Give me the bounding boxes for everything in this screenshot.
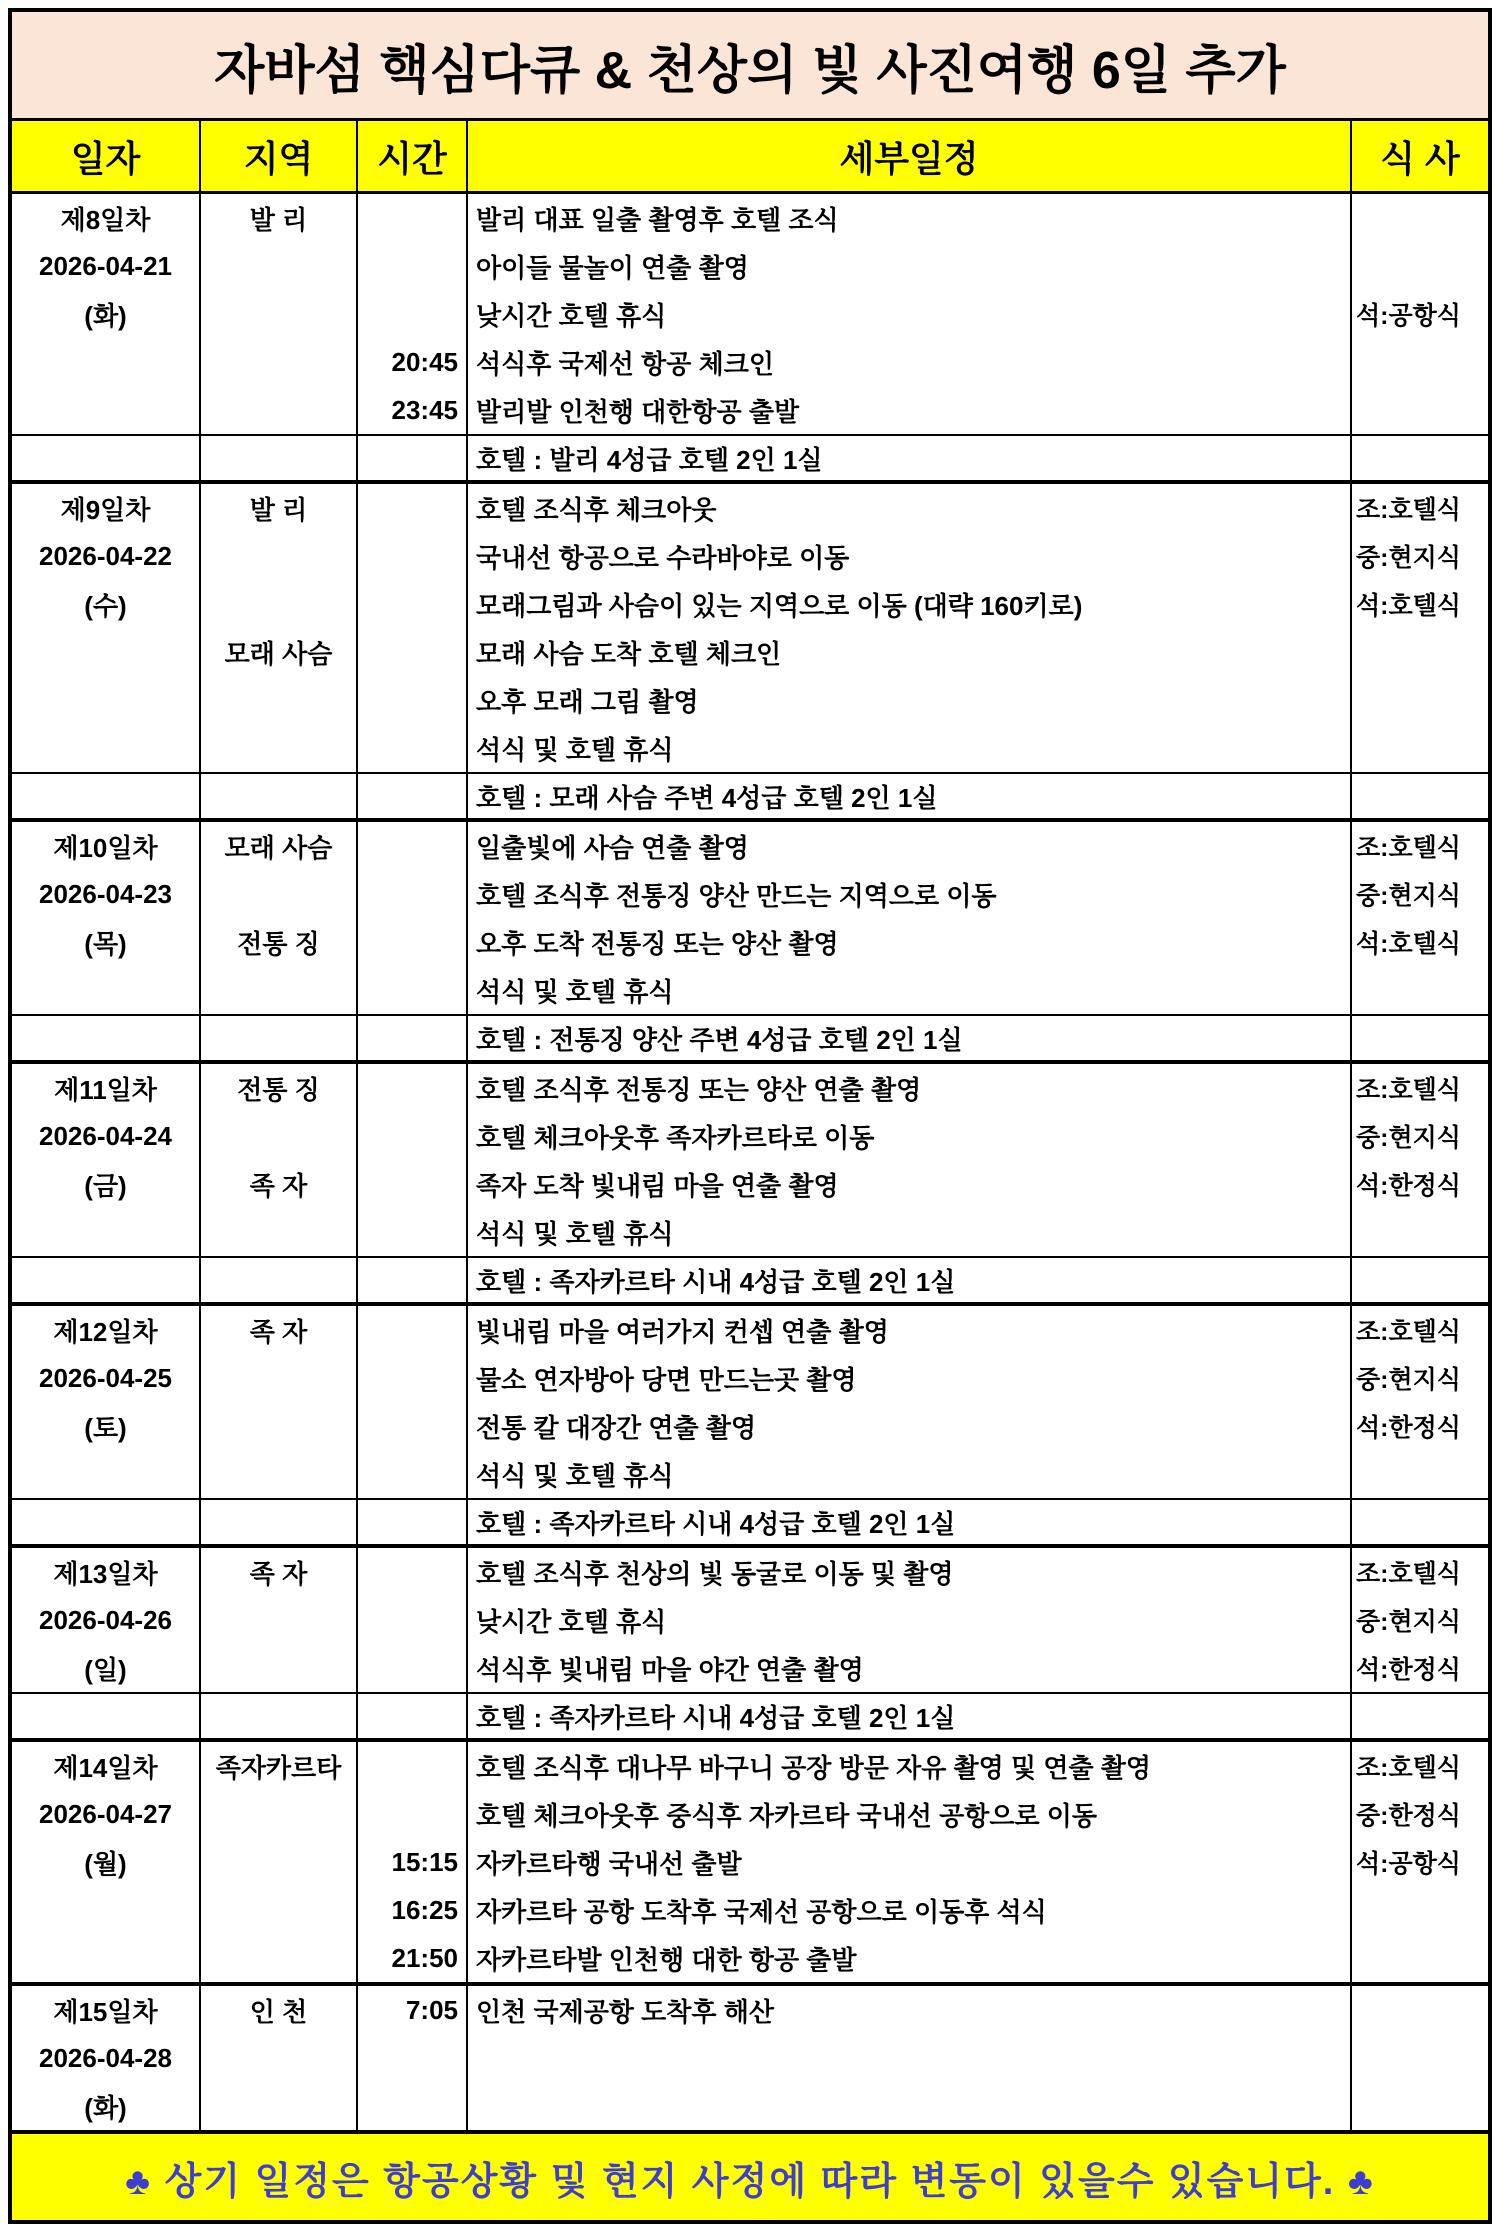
day-main-row (12, 822, 1488, 1014)
meal-line: 중:현지식 (1356, 1366, 1461, 1394)
region-line (201, 2034, 356, 2082)
meal-line: 중:한정식 (1356, 1802, 1461, 1830)
region-line: 족 자 (249, 1170, 308, 1201)
day-weekday: (화) (84, 300, 127, 331)
schedule-line: 호텔 조식후 전통징 양산 만드는 지역으로 이동 (476, 880, 997, 911)
region-line (201, 1402, 356, 1450)
meal-line: 석:한정식 (1356, 1414, 1461, 1442)
meal-cell (1352, 822, 1488, 1014)
time-line (358, 676, 466, 724)
day-block (12, 1742, 1488, 1986)
date-cell (12, 1548, 201, 1692)
schedule-line: 석식 및 호텔 휴식 (476, 1218, 674, 1249)
hotel-time-cell (358, 1258, 468, 1302)
schedule-line: 자카르타행 국내선 출발 (476, 1848, 742, 1879)
day-main-row (12, 1986, 1488, 2130)
hotel-date-cell (12, 1016, 201, 1060)
hotel-row (12, 1014, 1488, 1060)
time-line: 15:15 (391, 1846, 458, 1877)
region-line (201, 290, 356, 338)
hotel-date-cell (12, 1694, 201, 1738)
meal-line: 석:공항식 (1356, 1850, 1461, 1878)
hotel-date-cell (12, 1258, 201, 1302)
day-block (12, 822, 1488, 1064)
region-line: 전통 징 (237, 928, 320, 959)
meal-line (1352, 1208, 1488, 1256)
schedule-cell (468, 1548, 1352, 1692)
day-date: 2026-04-22 (39, 540, 172, 571)
hotel-time-cell (358, 436, 468, 480)
hotel-region-cell (201, 774, 358, 818)
hotel-time-cell (358, 1694, 468, 1738)
meal-line: 석:한정식 (1356, 1656, 1461, 1684)
region-line (201, 1112, 356, 1160)
region-line (201, 580, 356, 628)
region-line (201, 532, 356, 580)
schedule-line: 일출빛에 사슴 연출 촬영 (476, 832, 749, 863)
schedule-cell (468, 1064, 1352, 1256)
region-line (201, 1450, 356, 1498)
schedule-line: 석식후 국제선 항공 체크인 (476, 348, 774, 379)
meal-line: 석:호텔식 (1356, 592, 1461, 620)
time-line: 16:25 (391, 1894, 458, 1925)
day-main-row (12, 1306, 1488, 1498)
hotel-region-cell (201, 1694, 358, 1738)
day-date: 2026-04-24 (39, 1120, 172, 1151)
region-line: 족자카르타 (215, 1752, 342, 1783)
meal-line (1352, 1986, 1488, 2034)
day-main-row (12, 484, 1488, 772)
region-cell (201, 1548, 358, 1692)
day-block (12, 1986, 1488, 2130)
hotel-region-cell (201, 1500, 358, 1544)
time-line (358, 580, 466, 628)
time-line (358, 1548, 466, 1596)
region-line (201, 870, 356, 918)
schedule-cell (468, 484, 1352, 772)
region-line (201, 1790, 356, 1838)
region-line: 전통 징 (237, 1074, 320, 1105)
hotel-text: 호텔 : 전통징 양산 주변 4성급 호텔 2인 1실 (468, 1016, 1352, 1060)
day-date: 2026-04-21 (39, 250, 172, 281)
meal-cell (1352, 484, 1488, 772)
meal-line: 조:호텔식 (1356, 1560, 1461, 1588)
hotel-time-cell (358, 1500, 468, 1544)
region-line (201, 676, 356, 724)
footer-note-text: ♣ 상기 일정은 항공상황 및 현지 사정에 따라 변동이 있을수 있습니다. ♣ (125, 2160, 1375, 2203)
region-line (201, 1208, 356, 1256)
page-title: 자바섬 핵심다큐 & 천상의 빛 사진여행 6일 추가 (12, 12, 1488, 121)
region-cell (201, 1306, 358, 1498)
day-date: 2026-04-28 (39, 2042, 172, 2073)
date-cell (12, 1986, 201, 2130)
region-cell (201, 822, 358, 1014)
schedule-line: 발리발 인천행 대한항공 출발 (476, 396, 800, 427)
region-line (201, 386, 356, 434)
region-cell (201, 1986, 358, 2130)
schedule-line: 낮시간 호텔 휴식 (476, 1606, 667, 1637)
date-cell (12, 1064, 201, 1256)
time-line (358, 2034, 466, 2082)
schedule-line: 석식 및 호텔 휴식 (476, 1460, 674, 1491)
time-cell (358, 1064, 468, 1256)
schedule-line: 호텔 체크아웃후 족자카르타로 이동 (476, 1122, 875, 1153)
date-cell (12, 822, 201, 1014)
hotel-row (12, 1498, 1488, 1544)
schedule-days (12, 194, 1488, 2130)
schedule-line: 호텔 조식후 체크아웃 (476, 494, 717, 525)
hotel-date-cell (12, 1500, 201, 1544)
day-date: 2026-04-25 (39, 1362, 172, 1393)
meal-line: 중:현지식 (1356, 1124, 1461, 1152)
hotel-region-cell (201, 1016, 358, 1060)
day-date: 2026-04-23 (39, 878, 172, 909)
schedule-cell (468, 822, 1352, 1014)
time-line (358, 1112, 466, 1160)
time-line (358, 1596, 466, 1644)
day-number: 제10일차 (53, 832, 158, 863)
region-line (201, 2082, 356, 2130)
schedule-line: 오후 도착 전통징 또는 양산 촬영 (476, 928, 839, 959)
header-time: 시간 (358, 121, 468, 191)
time-line (358, 2082, 466, 2130)
time-cell (358, 1986, 468, 2130)
schedule-line: 석식 및 호텔 휴식 (476, 734, 674, 765)
day-weekday: (화) (84, 2092, 127, 2123)
day-number: 제13일차 (53, 1558, 158, 1589)
day-number: 제12일차 (53, 1316, 158, 1347)
time-line (358, 870, 466, 918)
time-line (358, 290, 466, 338)
meal-cell (1352, 1064, 1488, 1256)
time-line (358, 966, 466, 1014)
time-cell (358, 1306, 468, 1498)
date-cell (12, 1306, 201, 1498)
time-line (358, 242, 466, 290)
hotel-time-cell (358, 774, 468, 818)
schedule-line: 족자 도착 빛내림 마을 연출 촬영 (476, 1170, 839, 1201)
meal-cell (1352, 1742, 1488, 1982)
time-line (358, 1402, 466, 1450)
date-cell (12, 194, 201, 434)
day-weekday: (목) (84, 928, 127, 959)
schedule-line: 낮시간 호텔 휴식 (476, 300, 667, 331)
region-line: 인 천 (249, 1996, 308, 2027)
day-weekday: (월) (84, 1848, 127, 1879)
schedule-line: 오후 모래 그림 촬영 (476, 686, 699, 717)
meal-line (1352, 966, 1488, 1014)
region-cell (201, 484, 358, 772)
schedule-line: 발리 대표 일출 촬영후 호텔 조식 (476, 204, 839, 235)
time-line: 20:45 (391, 346, 458, 377)
region-line (201, 966, 356, 1014)
day-number: 제8일차 (60, 204, 151, 235)
schedule-line: 아이들 물놀이 연출 촬영 (476, 252, 749, 283)
meal-line (1352, 194, 1488, 242)
time-line (358, 1064, 466, 1112)
day-main-row (12, 1548, 1488, 1692)
footer-note (12, 2130, 1488, 2220)
hotel-row (12, 1692, 1488, 1738)
meal-line (1352, 2082, 1488, 2130)
meal-line: 조:호텔식 (1356, 1318, 1461, 1346)
schedule-line (468, 2082, 1350, 2130)
schedule-line: 석식후 빛내림 마을 야간 연출 촬영 (476, 1654, 864, 1685)
region-line (201, 724, 356, 772)
region-line: 족 자 (249, 1558, 308, 1589)
day-block (12, 1548, 1488, 1742)
itinerary-sheet (8, 8, 1492, 2224)
hotel-row (12, 772, 1488, 818)
region-line (201, 1886, 356, 1934)
day-block (12, 194, 1488, 484)
date-cell (12, 1742, 201, 1982)
region-line (201, 242, 356, 290)
region-line: 발 리 (249, 494, 308, 525)
time-cell (358, 194, 468, 434)
day-block (12, 1064, 1488, 1306)
day-number: 제14일차 (53, 1752, 158, 1783)
time-line (358, 1306, 466, 1354)
region-line (201, 1354, 356, 1402)
meal-line (1352, 2034, 1488, 2082)
day-weekday: (금) (84, 1170, 127, 1201)
time-line (358, 1208, 466, 1256)
hotel-region-cell (201, 436, 358, 480)
hotel-meal-cell (1352, 436, 1488, 480)
region-line (201, 1596, 356, 1644)
day-block (12, 1306, 1488, 1548)
day-date: 2026-04-26 (39, 1604, 172, 1635)
schedule-line: 전통 칼 대장간 연출 촬영 (476, 1412, 757, 1443)
day-main-row (12, 1742, 1488, 1982)
meal-cell (1352, 1986, 1488, 2130)
meal-line: 조:호텔식 (1356, 1076, 1461, 1104)
schedule-cell (468, 194, 1352, 434)
table-header (12, 121, 1488, 194)
date-cell (12, 484, 201, 772)
header-date: 일자 (12, 121, 201, 191)
schedule-line: 물소 연자방아 당면 만드는곳 촬영 (476, 1364, 857, 1395)
meal-line: 석:공항식 (1356, 302, 1461, 330)
time-line (358, 194, 466, 242)
day-number: 제9일차 (60, 494, 151, 525)
header-meal: 식 사 (1380, 137, 1460, 179)
day-weekday: (토) (84, 1412, 127, 1443)
day-main-row (12, 194, 1488, 434)
hotel-text: 호텔 : 모래 사슴 주변 4성급 호텔 2인 1실 (468, 774, 1352, 818)
time-line (358, 822, 466, 870)
meal-cell (1352, 1548, 1488, 1692)
time-line (358, 724, 466, 772)
meal-cell (1352, 1306, 1488, 1498)
hotel-text: 호텔 : 족자카르타 시내 4성급 호텔 2인 1실 (468, 1258, 1352, 1302)
meal-line: 조:호텔식 (1356, 496, 1461, 524)
region-line (201, 338, 356, 386)
day-main-row (12, 1064, 1488, 1256)
hotel-region-cell (201, 1258, 358, 1302)
meal-line (1352, 724, 1488, 772)
meal-line: 중:현지식 (1356, 1608, 1461, 1636)
region-line (201, 1838, 356, 1886)
hotel-meal-cell (1352, 1694, 1488, 1738)
time-line (358, 1354, 466, 1402)
time-line (358, 1742, 466, 1790)
header-schedule: 세부일정 (468, 121, 1352, 191)
schedule-cell (468, 1306, 1352, 1498)
time-line: 7:05 (405, 1994, 458, 2025)
time-cell (358, 484, 468, 772)
time-line (358, 1644, 466, 1692)
day-date: 2026-04-27 (39, 1798, 172, 1829)
region-line: 모래 사슴 (224, 638, 333, 669)
time-cell (358, 822, 468, 1014)
header-region: 지역 (201, 121, 358, 191)
hotel-time-cell (358, 1016, 468, 1060)
meal-line: 석:한정식 (1356, 1172, 1461, 1200)
meal-line: 중:현지식 (1356, 544, 1461, 572)
hotel-date-cell (12, 774, 201, 818)
schedule-line: 호텔 조식후 천상의 빛 동굴로 이동 및 촬영 (476, 1558, 954, 1589)
hotel-meal-cell (1352, 774, 1488, 818)
meal-line (1352, 338, 1488, 386)
day-number: 제11일차 (54, 1074, 157, 1105)
schedule-line: 자카르타발 인천행 대한 항공 출발 (476, 1944, 857, 1975)
schedule-line: 자카르타 공항 도착후 국제선 공항으로 이동후 석식 (476, 1896, 1047, 1927)
region-line: 족 자 (249, 1316, 308, 1347)
meal-line (1352, 676, 1488, 724)
time-line (358, 1160, 466, 1208)
hotel-row (12, 1256, 1488, 1302)
region-cell (201, 194, 358, 434)
meal-line (1352, 242, 1488, 290)
hotel-text: 호텔 : 족자카르타 시내 4성급 호텔 2인 1실 (468, 1500, 1352, 1544)
schedule-line: 호텔 조식후 대나무 바구니 공장 방문 자유 촬영 및 연출 촬영 (476, 1752, 1152, 1783)
hotel-date-cell (12, 436, 201, 480)
meal-line (1352, 386, 1488, 434)
day-number: 제15일차 (53, 1996, 158, 2027)
schedule-line: 빛내림 마을 여러가지 컨셉 연출 촬영 (476, 1316, 889, 1347)
meal-line: 중:현지식 (1356, 882, 1461, 910)
region-line: 모래 사슴 (224, 832, 333, 863)
meal-line (1352, 1886, 1488, 1934)
time-line (358, 1790, 466, 1838)
hotel-text: 호텔 : 발리 4성급 호텔 2인 1실 (468, 436, 1352, 480)
hotel-text: 호텔 : 족자카르타 시내 4성급 호텔 2인 1실 (468, 1694, 1352, 1738)
hotel-meal-cell (1352, 1500, 1488, 1544)
schedule-line: 모래그림과 사슴이 있는 지역으로 이동 (대략 160키로) (476, 590, 1083, 621)
meal-line: 조:호텔식 (1356, 834, 1461, 862)
day-weekday: (일) (84, 1654, 127, 1685)
schedule-line: 인천 국제공항 도착후 해산 (476, 1996, 774, 2027)
region-line (201, 1934, 356, 1982)
schedule-line: 모래 사슴 도착 호텔 체크인 (476, 638, 782, 669)
schedule-line: 국내선 항공으로 수라바야로 이동 (476, 542, 850, 573)
meal-line: 조:호텔식 (1356, 1754, 1461, 1782)
schedule-line (468, 2034, 1350, 2082)
schedule-line: 석식 및 호텔 휴식 (476, 976, 674, 1007)
meal-cell (1352, 194, 1488, 434)
time-line (358, 628, 466, 676)
region-line: 발 리 (249, 204, 308, 235)
time-line (358, 532, 466, 580)
time-cell (358, 1742, 468, 1982)
meal-line (1352, 628, 1488, 676)
day-block (12, 484, 1488, 822)
schedule-cell (468, 1986, 1352, 2130)
time-line: 23:45 (391, 394, 458, 425)
time-line (358, 484, 466, 532)
meal-line (1352, 1934, 1488, 1982)
region-cell (201, 1064, 358, 1256)
time-line: 21:50 (391, 1942, 458, 1973)
meal-line: 석:호텔식 (1356, 930, 1461, 958)
time-line (358, 918, 466, 966)
schedule-line: 호텔 체크아웃후 중식후 자카르타 국내선 공항으로 이동 (476, 1800, 1098, 1831)
hotel-row (12, 434, 1488, 480)
region-line (201, 1644, 356, 1692)
hotel-meal-cell (1352, 1258, 1488, 1302)
schedule-cell (468, 1742, 1352, 1982)
region-cell (201, 1742, 358, 1982)
day-weekday: (수) (84, 590, 127, 621)
time-cell (358, 1548, 468, 1692)
meal-line (1352, 1450, 1488, 1498)
time-line (358, 1450, 466, 1498)
schedule-line: 호텔 조식후 전통징 또는 양산 연출 촬영 (476, 1074, 922, 1105)
hotel-meal-cell (1352, 1016, 1488, 1060)
